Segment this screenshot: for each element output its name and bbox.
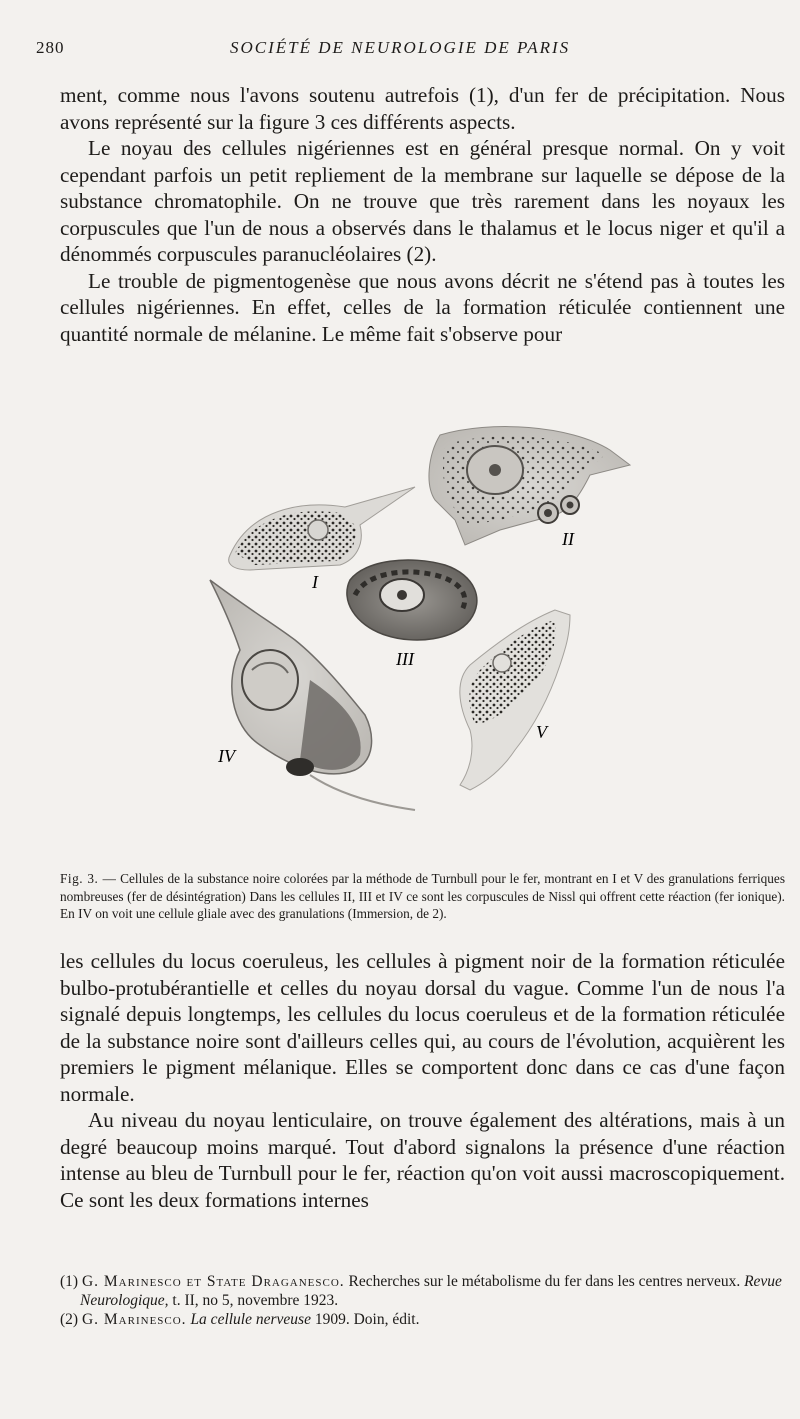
footnote <box>60 1272 785 1310</box>
paragraph: ment, comme nous l'avons soutenu autrefois (1), d'un fer de précipitation. Nous avons représenté sur la figure 3 ces différents aspects. <box>60 83 785 134</box>
footnotes <box>60 1272 785 1329</box>
footnote-journal: Revue Neurologique, <box>80 1273 782 1309</box>
figure-cells <box>170 395 640 865</box>
running-title: SOCIÉTÉ DE NEUROLOGIE DE PARIS <box>230 38 571 57</box>
figure-label: III <box>396 649 414 669</box>
cell-v <box>460 610 570 790</box>
figure-label: IV <box>218 746 235 766</box>
page-number: 280 <box>36 38 65 57</box>
footnote-text: 1909. Doin, édit. <box>314 1311 420 1328</box>
footnote-mark: (1) <box>60 1273 79 1290</box>
footnote-text: t. II, no 5, novembre 1923. <box>172 1292 339 1309</box>
figure-caption-label: Fig. 3. — <box>60 871 117 886</box>
footnote-mark: (2) <box>60 1311 79 1328</box>
cell-ii <box>429 427 630 545</box>
paragraph: Le trouble de pigmentogenèse que nous avons décrit ne s'étend pas à toutes les cellules nigériennes. En effet, celles de la formation réticulée contiennent une quantité normale de mélanine. Le même fait s'observe pour <box>60 268 785 346</box>
figure-illustration <box>170 395 640 865</box>
figure-caption <box>60 870 785 923</box>
footnote <box>60 1310 785 1329</box>
figure-caption-text: Cellules de la substance noire colorées par la méthode de Turnbull pour le fer, montrant en I et V des granulations ferriques nombreuses (fer de désintégration) Dans les cellules II, III et IV ce sont les corpuscules de Nissl qui offrent cette réaction (fer ionique). En IV on voit une cellule gliale avec des granulations (Immersion, de 2). <box>60 871 786 921</box>
cell-iii <box>347 560 477 640</box>
figure-label: II <box>562 529 574 549</box>
paragraph: les cellules du locus coeruleus, les cellules à pigment noir de la formation réticulée bulbo-protubérantielle et celles du noyau dorsal du vague. Comme l'un de nous l'a signalé depuis longtemps, les cellules du locus coeruleus et de la formation réticulée de la substance noire sont d'ailleurs celles qui, au cours de l'évolution, acquièrent les premiers le pigment mélanique. Elles se comportent donc dans ce cas d'une façon normale. <box>60 949 785 1106</box>
footnote-journal: La cellule nerveuse <box>190 1311 311 1328</box>
footnote-text: Recherches sur le métabolisme du fer dans les centres nerveux. <box>348 1273 741 1290</box>
running-header <box>36 38 785 62</box>
body-text-bottom <box>60 948 785 1213</box>
footnote-authors: G. Marinesco. <box>81 1311 187 1328</box>
paragraph: Au niveau du noyau lenticulaire, on trouve également des altérations, mais à un degré beaucoup moins marqué. Tout d'abord signalons la présence d'une réaction intense au bleu de Turnbull pour le fer, réaction qu'on voit aussi macroscopiquement. Ce sont les deux formations internes <box>60 1108 785 1212</box>
figure-label: I <box>312 572 318 592</box>
cell-i <box>229 487 415 570</box>
figure-label: V <box>536 722 547 742</box>
body-text-top <box>60 82 785 347</box>
paragraph: Le noyau des cellules nigériennes est en général presque normal. On y voit cependant parfois un petit repliement de la membrane sur laquelle se dépose de la substance chromatophile. On ne trouve que très rarement dans les noyaux les corpuscules que l'un de nous a observés dans le thalamus et le locus niger et qu'il a dénommés corpuscules paranucléolaires (2). <box>60 136 785 266</box>
footnote-authors: G. Marinesco et State Draganesco. <box>81 1273 345 1290</box>
